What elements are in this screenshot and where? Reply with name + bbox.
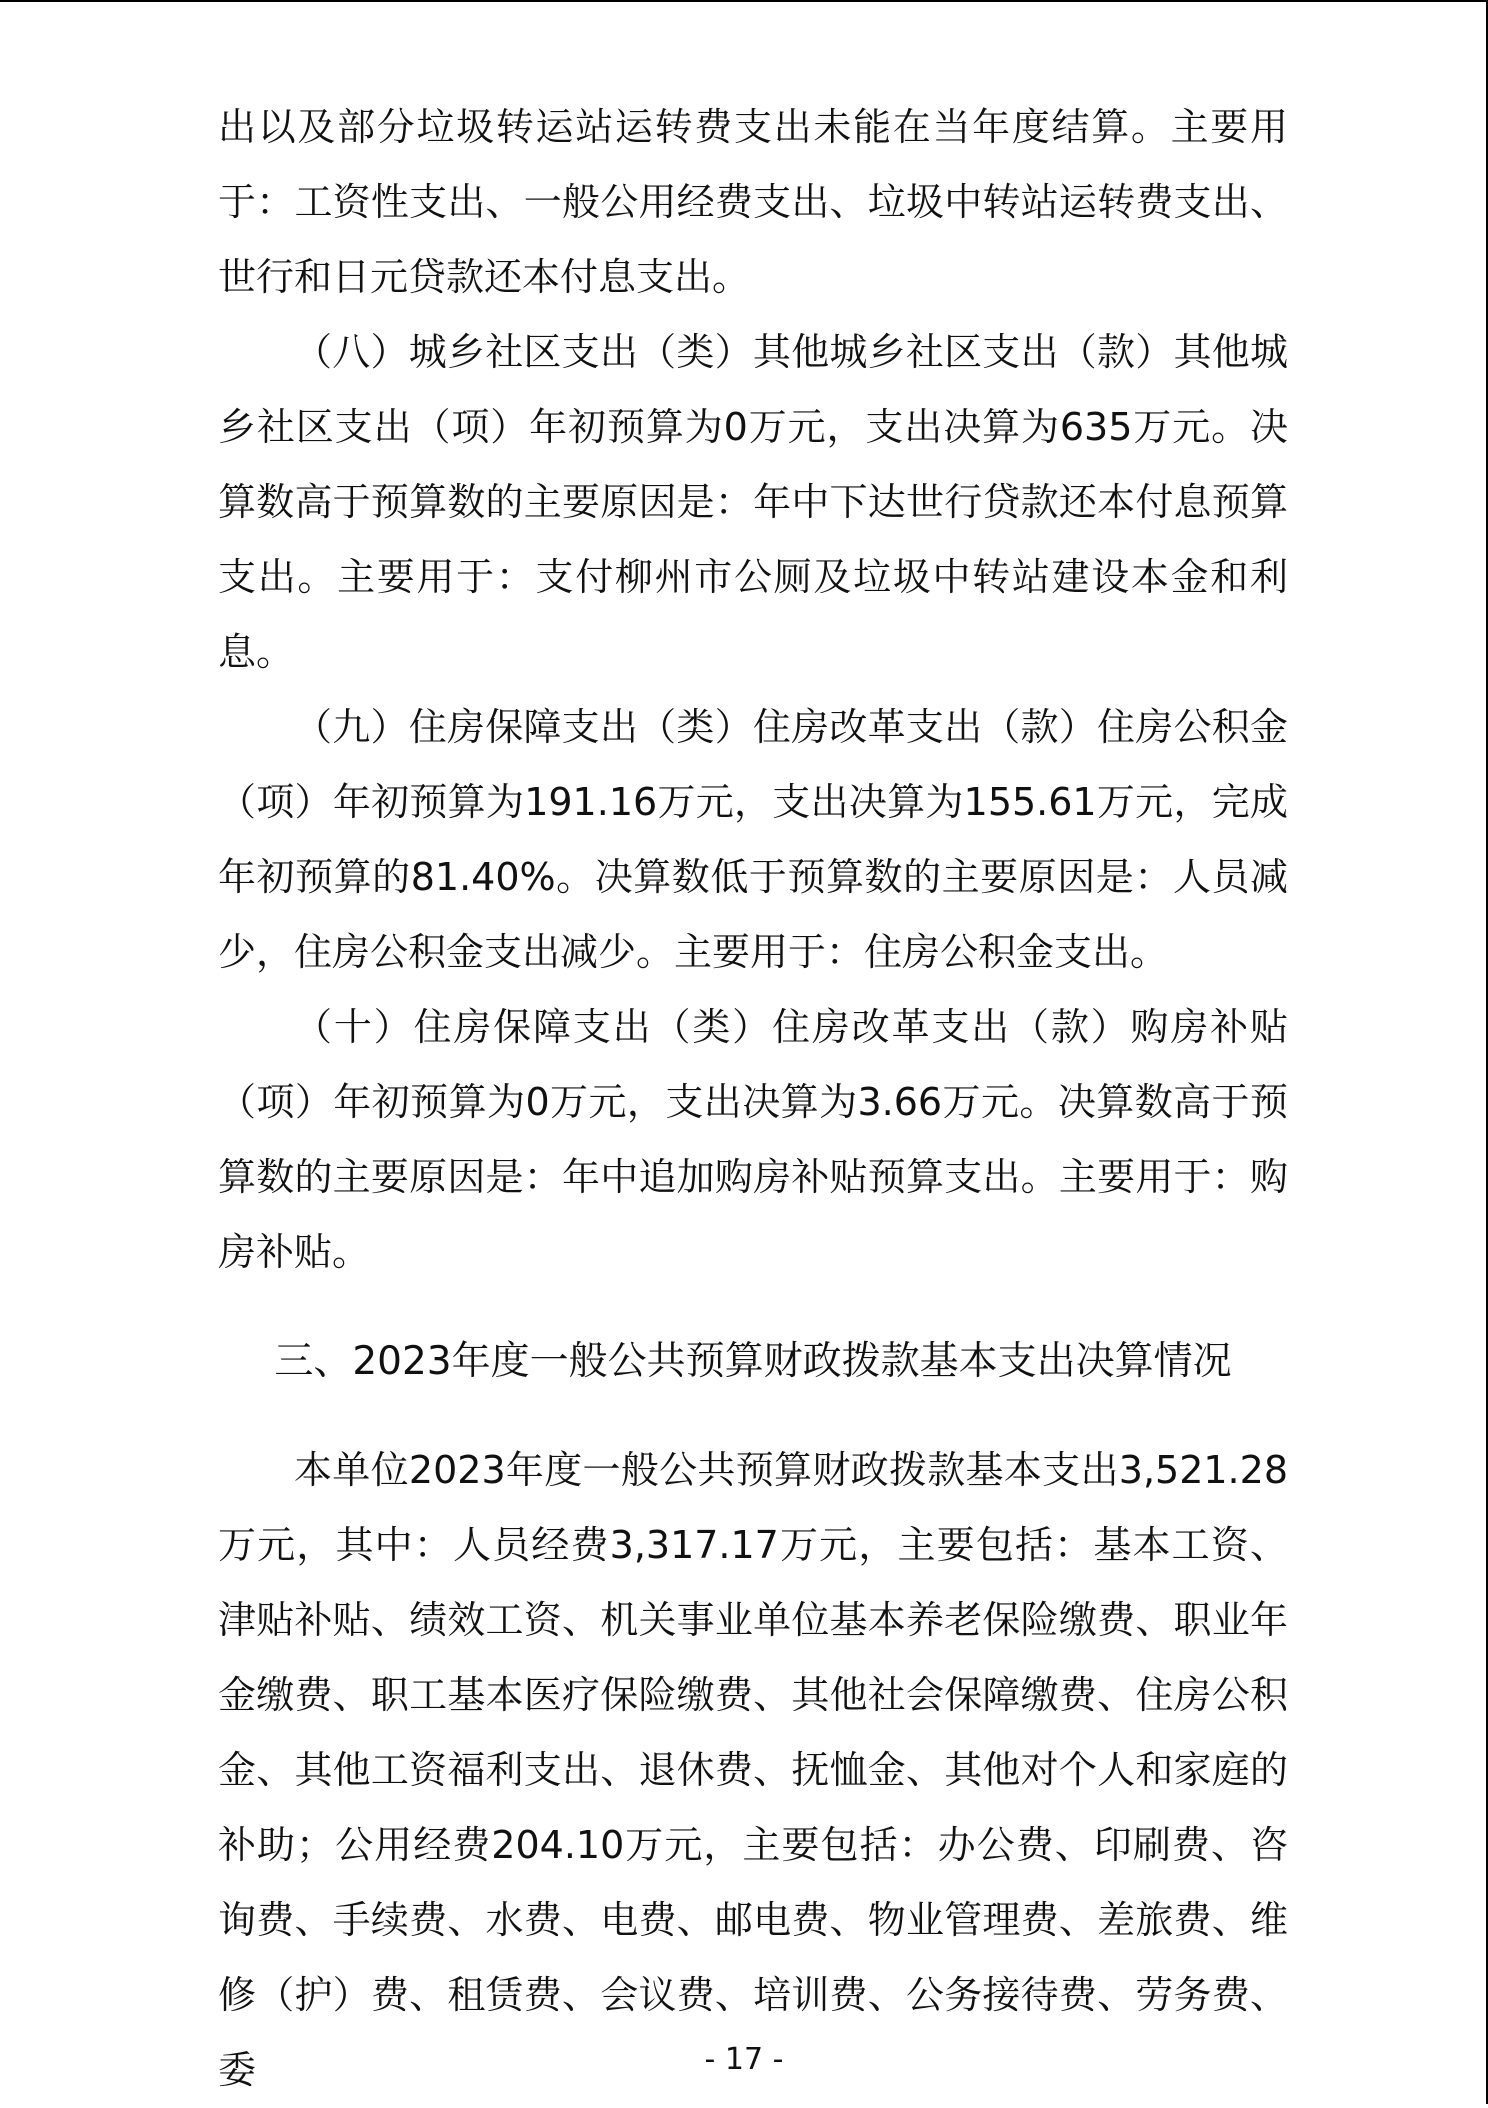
document-body [218,90,1288,2108]
paragraph-basic-expenditure: 本单位2023年度一般公共预算财政拨款基本支出3,521.28万元，其中：人员经费3,317.17万元，主要包括：基本工资、津贴补贴、绩效工资、机关事业单位基本养老保险缴费、职业年金缴费、职工基本医疗保险缴费、其他社会保障缴费、住房公积金、其他工资福利支出、退休费、抚恤金、其他对个人和家庭的补助；公用经费204.10万元，主要包括：办公费、印刷费、咨询费、手续费、水费、电费、邮电费、物业管理费、差旅费、维修（护）费、租赁费、会议费、培训费、公务接待费、劳务费、委 [218,1448,1288,2092]
paragraph-item-10: （十）住房保障支出（类）住房改革支出（款）购房补贴（项）年初预算为0万元，支出决算为3.66万元。决算数高于预算数的主要原因是：年中追加购房补贴预算支出。主要用于：购房补贴。 [218,1005,1288,1274]
paragraph-continuation: 出以及部分垃圾转运站运转费支出未能在当年度结算。主要用于：工资性支出、一般公用经费支出、垃圾中转站运转费支出、世行和日元贷款还本付息支出。 [218,105,1288,299]
paragraph-item-9: （九）住房保障支出（类）住房改革支出（款）住房公积金（项）年初预算为191.16万元，支出决算为155.61万元，完成年初预算的81.40%。决算数低于预算数的主要原因是：人员减少，住房公积金支出减少。主要用于：住房公积金支出。 [218,705,1288,974]
section-title: 三、2023年度一般公共预算财政拨款基本支出决算情况 [274,1339,1232,1384]
page-top-border [0,0,1488,2]
page-number: - 17 - [704,2042,784,2077]
paragraph-item-8: （八）城乡社区支出（类）其他城乡社区支出（款）其他城乡社区支出（项）年初预算为0万元，支出决算为635万元。决算数高于预算数的主要原因是：年中下达世行贷款还本付息预算支出。主要用于：支付柳州市公厕及垃圾中转站建设本金和利息。 [218,330,1288,674]
